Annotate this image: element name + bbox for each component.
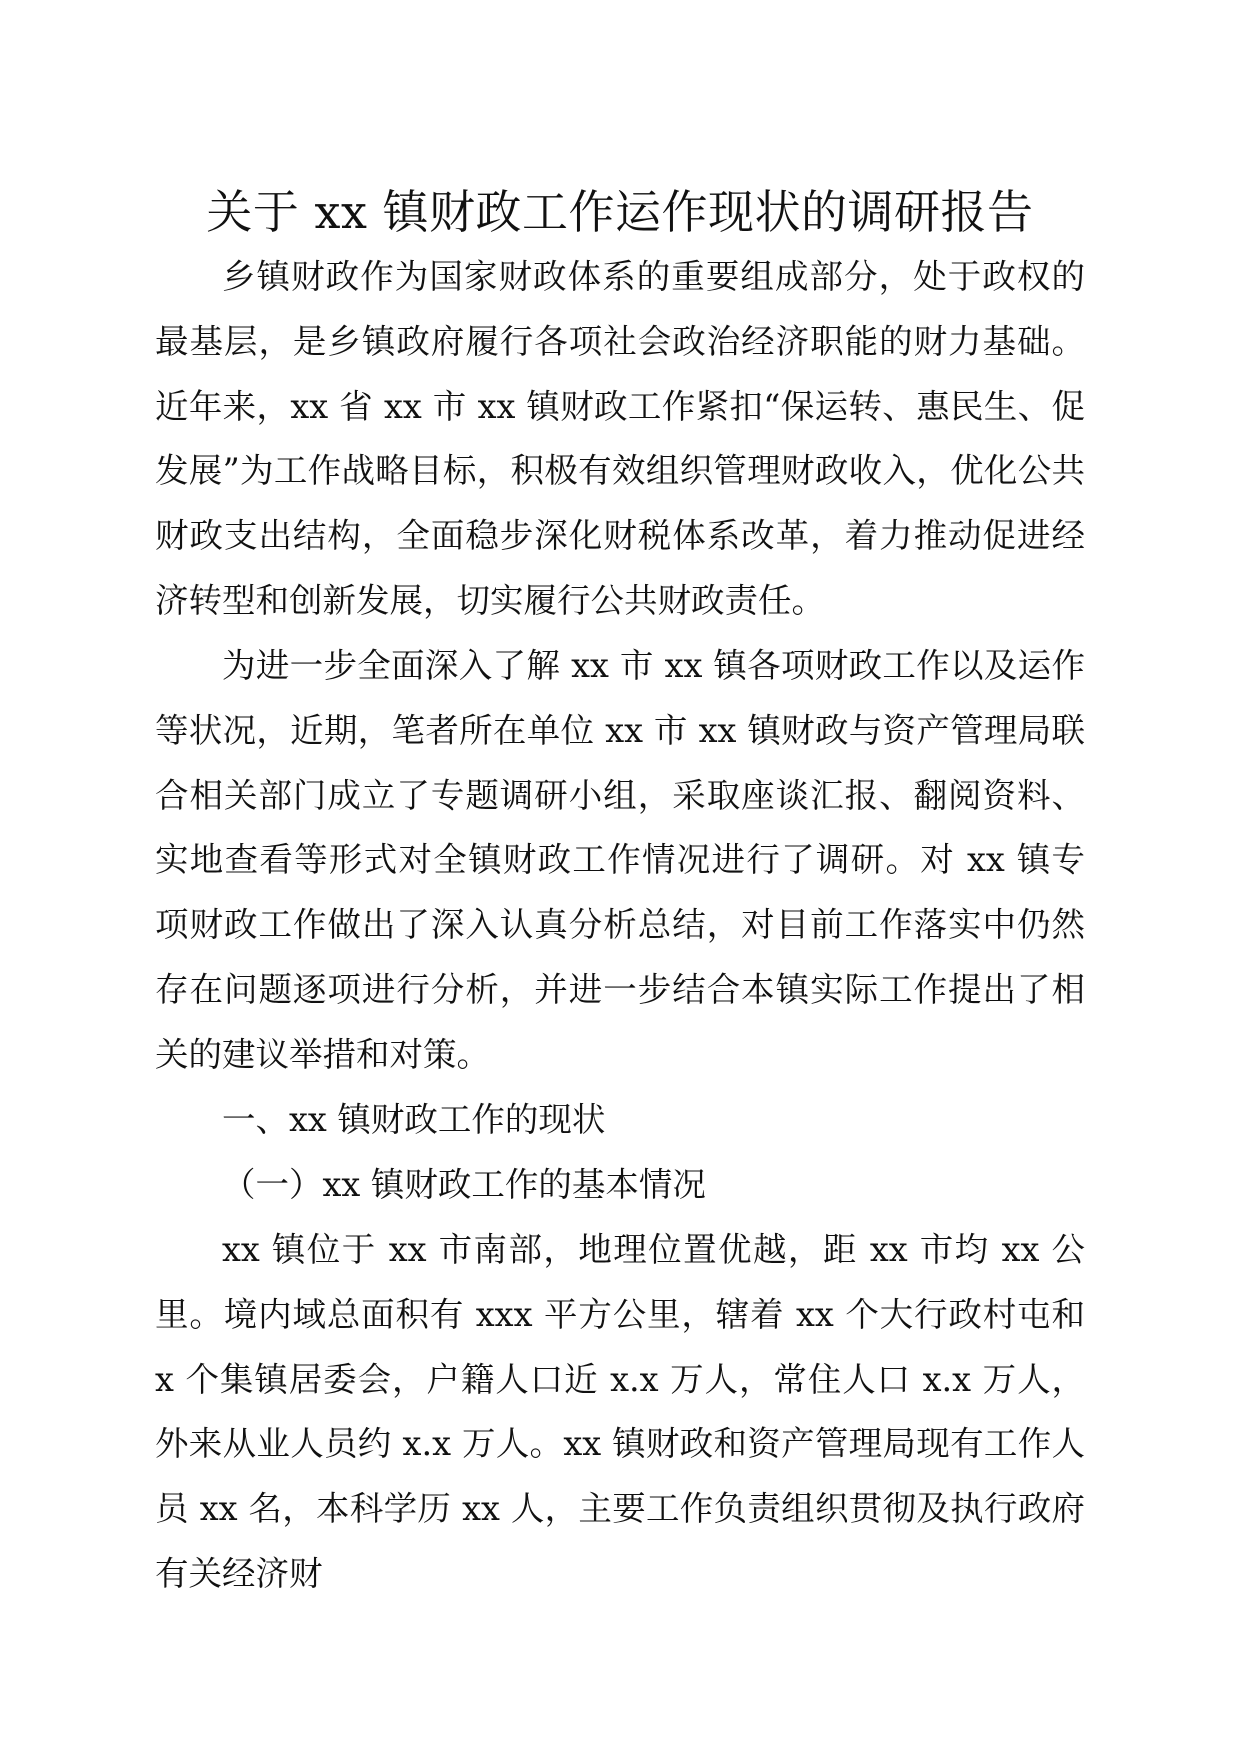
paragraph-research: 为进一步全面深入了解 xx 市 xx 镇各项财政工作以及运作等状况，近期，笔者所在单位 xx 市 xx 镇财政与资产管理局联合相关部门成立了专题调研小组，采取座谈汇报、翻阅资料、实地查看等形式对全镇财政工作情况进行了调研。对 xx 镇专项财政工作做出了深入认真分析总结，对目前工作落实中仍然存在问题逐项进行分析，并进一步结合本镇实际工作提出了相关的建议举措和对策。 [155, 646, 1085, 1074]
paragraph-basic-info: xx 镇位于 xx 市南部，地理位置优越，距 xx 市均 xx 公里。境内域总面积有 xxx 平方公里，辖着 xx 个大行政村屯和 x 个集镇居委会，户籍人口近 x.x 万人，常住人口 x.x 万人，外来从业人员约 x.x 万人。xx 镇财政和资产管理局现有工作人员 xx 名，本科学历 xx 人，主要工作负责组织贯彻及执行政府有关经济财 [155, 1230, 1085, 1593]
subsection-heading-1: （一）xx 镇财政工作的基本情况 [222, 1165, 706, 1204]
paragraph-intro: 乡镇财政作为国家财政体系的重要组成部分，处于政权的最基层，是乡镇政府履行各项社会政治经济职能的财力基础。近年来，xx 省 xx 市 xx 镇财政工作紧扣“保运转、惠民生、促发展”为工作战略目标，积极有效组织管理财政收入，优化公共财政支出结构，全面稳步深化财税体系改革，着力推动促进经济转型和创新发展，切实履行公共财政责任。 [155, 257, 1085, 620]
section-heading-1: 一、xx 镇财政工作的现状 [222, 1100, 606, 1139]
document-title: 关于 xx 镇财政工作运作现状的调研报告 [206, 185, 1034, 239]
